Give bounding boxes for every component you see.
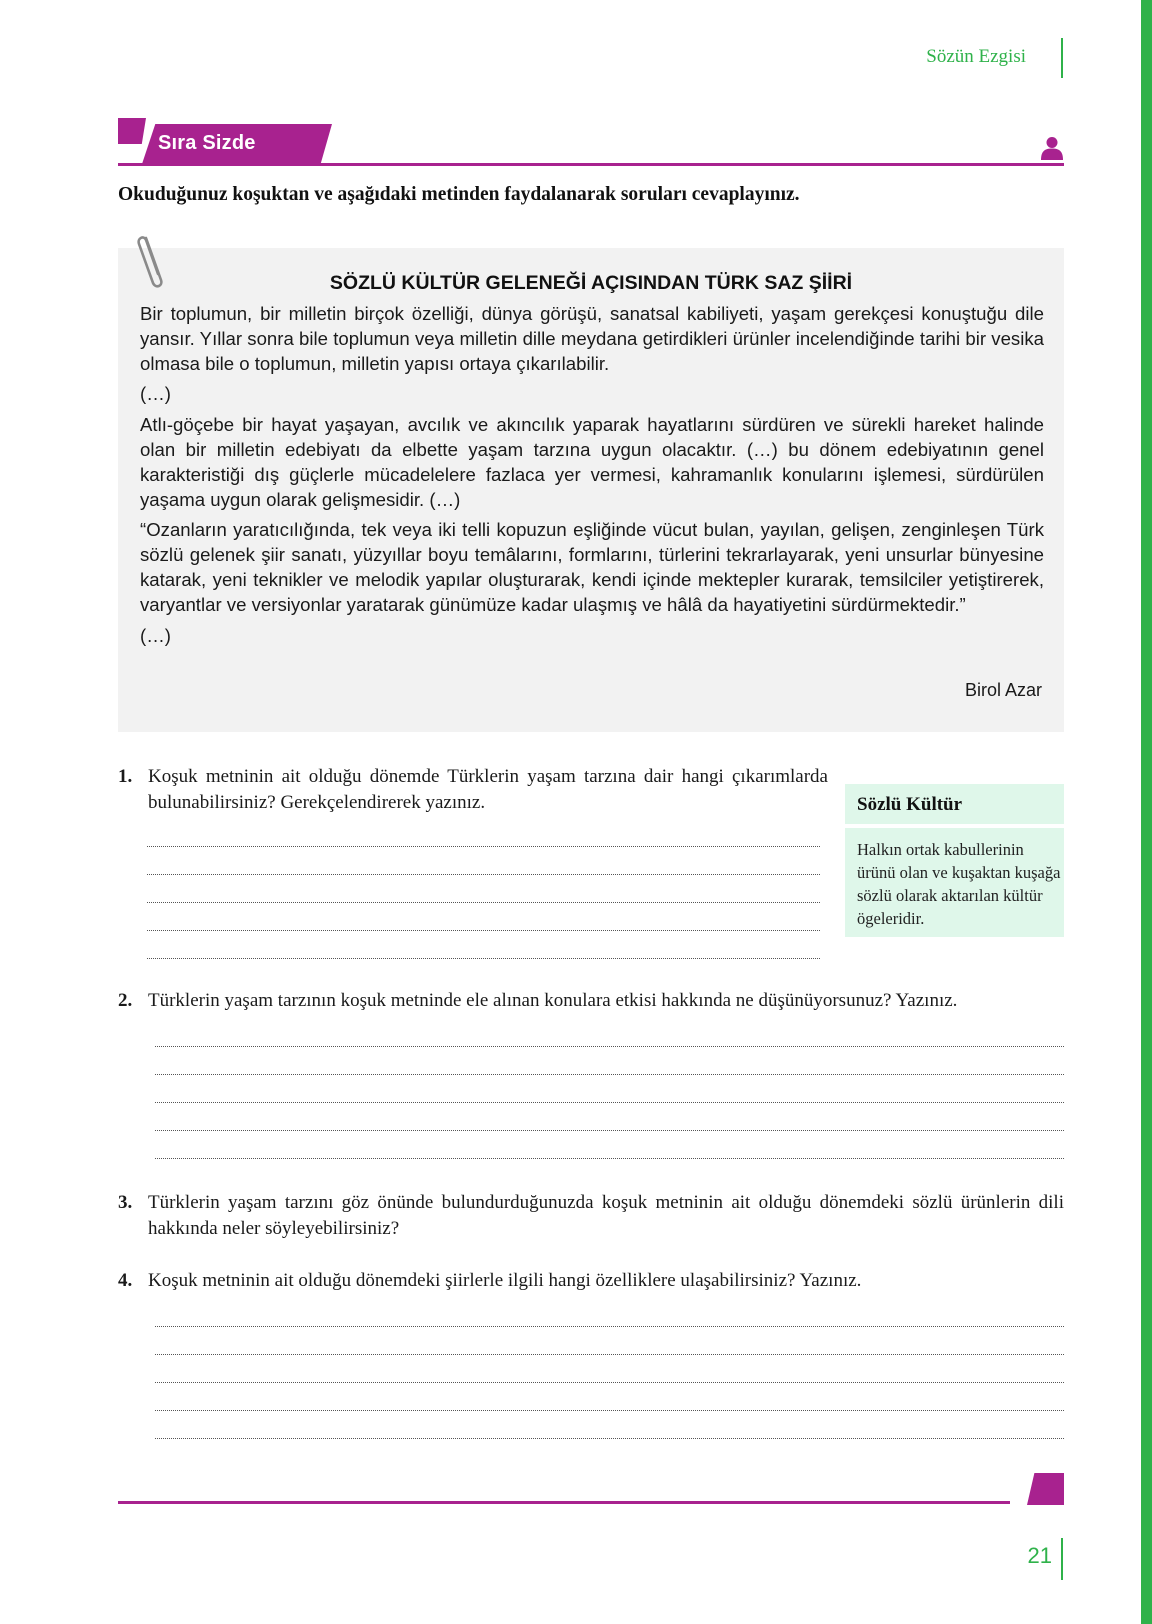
- passage-title: SÖZLÜ KÜLTÜR GELENEĞİ AÇISINDAN TÜRK SAZ ŞİİRİ: [329, 272, 853, 294]
- answer-line[interactable]: [147, 958, 820, 959]
- passage-author: Birol Azar: [964, 680, 1042, 700]
- question-number: 3.: [118, 1192, 133, 1213]
- answer-line[interactable]: [155, 1326, 1064, 1327]
- banner-label: Sıra Sizde: [158, 132, 256, 154]
- question-text: Türklerin yaşam tarzının koşuk metninde ele alınan konulara etkisi hakkında ne düşünüyorsunuz? Yazınız.: [148, 990, 958, 1011]
- answer-line[interactable]: [155, 1438, 1064, 1439]
- reading-passage-box: [118, 248, 1064, 732]
- question-2: [118, 988, 1064, 1016]
- banner-rule: [118, 163, 1064, 166]
- answer-line[interactable]: [155, 1130, 1064, 1131]
- answer-line[interactable]: [147, 846, 820, 847]
- instruction-text: Okuduğunuz koşuktan ve aşağıdaki metinden faydalanarak soruları cevaplayınız.: [118, 184, 800, 205]
- answer-line[interactable]: [155, 1158, 1064, 1159]
- running-title-rule: [1061, 38, 1063, 78]
- question-number: 2.: [118, 990, 133, 1011]
- passage-ellipsis: (…): [140, 383, 171, 405]
- question-text: Koşuk metninin ait olduğu dönemdeki şiirlerle ilgili hangi özelliklere ulaşabilirsiniz? Yazınız.: [148, 1270, 862, 1291]
- footer-rule: [118, 1501, 1010, 1504]
- answer-line[interactable]: [155, 1382, 1064, 1383]
- footer-accent-block: [1027, 1473, 1064, 1505]
- glossary-title: Sözlü Kültür: [857, 794, 963, 815]
- glossary-box: [845, 784, 1064, 937]
- passage-ellipsis: (…): [140, 624, 171, 646]
- passage-body: [140, 302, 1044, 654]
- page-edge-bar: [1141, 0, 1152, 1624]
- question-text: Türklerin yaşam tarzını göz önünde bulundurduğunuzda koşuk metninin ait olduğu dönemdeki sözlü ürünlerin dili hakkında neler söyleyebilirsiniz?: [148, 1192, 1064, 1239]
- answer-line[interactable]: [155, 1046, 1064, 1047]
- passage-paragraph: Bir toplumun, bir milletin birçok özelliği, dünya görüşü, sanatsal kabiliyeti, yaşam gerekçesi konuştuğu dile yansır. Yıllar sonra bile toplumun veya milletin dille meydana getirdikleri ürünler incelendiğinde tarihi bir vesika olmasa bile o toplumun, milletin yapısı ortaya çıkarılabilir.: [140, 303, 1044, 374]
- answer-line[interactable]: [147, 930, 820, 931]
- answer-line[interactable]: [147, 902, 820, 903]
- question-4: [118, 1268, 1064, 1296]
- question-number: 4.: [118, 1270, 133, 1291]
- glossary-text: Halkın ortak kabullerinin ürünü olan ve kuşaktan kuşağa sözlü olarak aktarılan kültür ögeleridir.: [857, 840, 1061, 928]
- banner-accent-block: [118, 118, 146, 144]
- answer-line[interactable]: [155, 1102, 1064, 1103]
- answer-line[interactable]: [155, 1410, 1064, 1411]
- page-number-rule: [1061, 1538, 1063, 1580]
- answer-line[interactable]: [147, 874, 820, 875]
- paperclip-icon: [130, 230, 174, 290]
- answer-line[interactable]: [155, 1354, 1064, 1355]
- passage-paragraph: Atlı-göçebe bir hayat yaşayan, avcılık ve akıncılık yaparak hayatlarını sürdüren ve sürekli hareket halinde olan bir milletin edebiyatı da elbette yaşam tarzına uygun olacaktır. (…) bu dönem edebiyatının genel karakteristiği dış güçlerle mücadelelere fazlaca yer vermesi, kahramanlık konularını işlemesi, sürdürülen yaşama uygun olarak gelişmesidir. (…): [140, 414, 1044, 510]
- person-icon: [1040, 136, 1064, 160]
- section-banner: [118, 118, 1064, 166]
- passage-quote: “Ozanların yaratıcılığında, tek veya iki telli kopuzun eşliğinde vücut bulan, yayılan, gelişen, zenginleşen Türk sözlü gelenek şiir sanatı, yüzyıllar boyu temâlarını, formlarını, türlerini tekrarlayarak, yeni unsurlar bünyesine katarak, yeni teknikler ve melodik yapılar oluşturarak, kendi içinde mektepler kurarak, temsilciler yetiştirerek, varyantlar ve versiyonlar yaratarak günümüze kadar ulaşmış ve hâlâ da hayatiyetini sürdürmektedir.”: [140, 519, 1044, 615]
- question-number: 1.: [118, 766, 133, 787]
- question-text: Koşuk metninin ait olduğu dönemde Türklerin yaşam tarzına dair hangi çıkarımlarda bulunabilirsiniz? Gerekçelendirerek yazınız.: [148, 766, 828, 813]
- running-title: Sözün Ezgisi: [926, 46, 1026, 67]
- page-number: 21: [1027, 1543, 1052, 1568]
- answer-line[interactable]: [155, 1074, 1064, 1075]
- question-3: [118, 1190, 1064, 1244]
- question-1: [118, 764, 828, 818]
